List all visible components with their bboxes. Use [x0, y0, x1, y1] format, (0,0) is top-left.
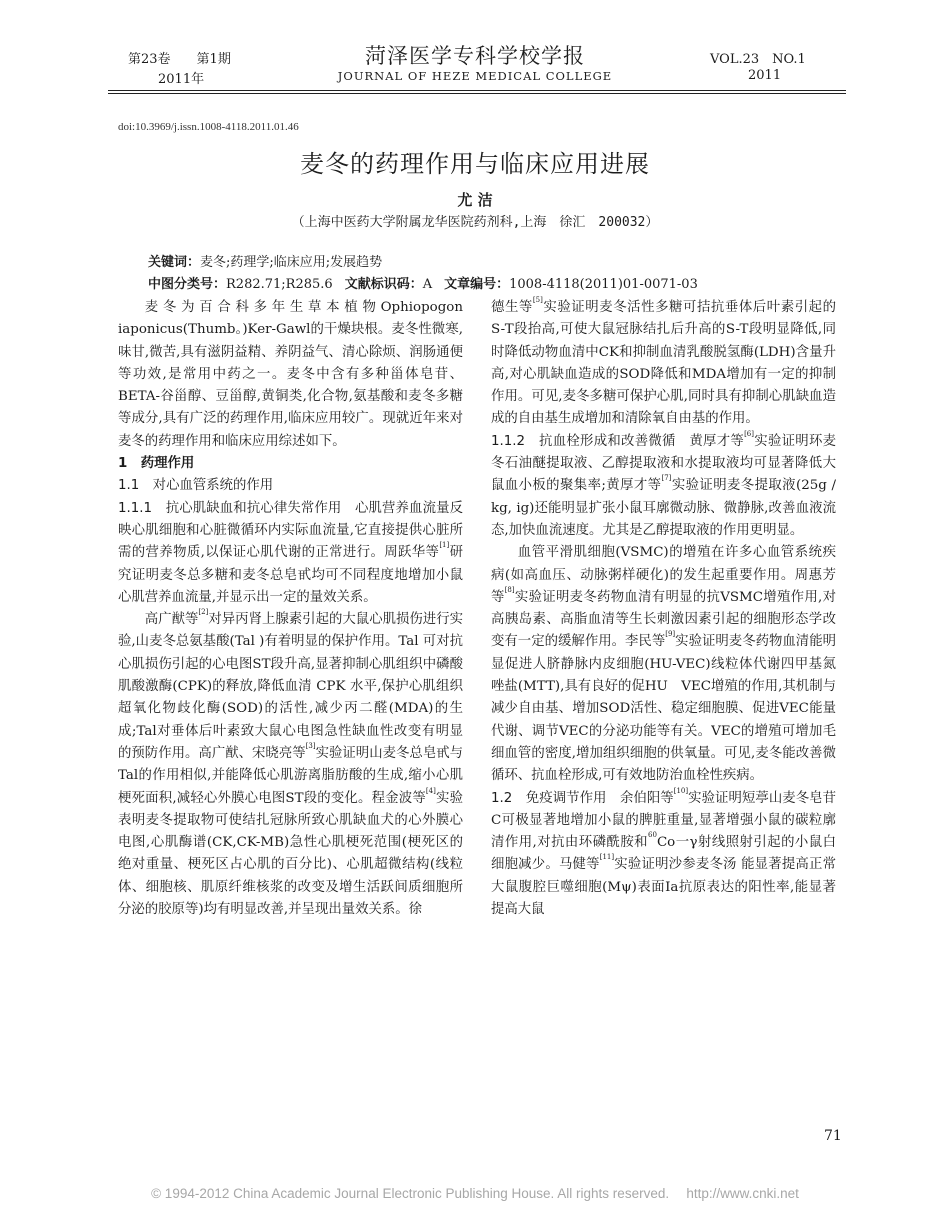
citation: [9]: [665, 630, 676, 639]
subsubsection-heading: 1.1.2 抗血栓形成和改善微循: [491, 433, 690, 449]
doi: doi:10.3969/j.issn.1008-4118.2011.01.46: [118, 121, 299, 133]
citation: [10]: [673, 786, 689, 795]
author: 尤 洁: [457, 191, 493, 209]
doc-code-label: 文献标识码：: [344, 277, 423, 292]
article-no-value: 1008-4118(2011)01-0071-03: [509, 277, 698, 292]
journal-title-en: JOURNAL OF HEZE MEDICAL COLLEGE: [337, 69, 613, 83]
article-no-label: 文章编号：: [444, 277, 510, 292]
volume-issue-en: VOL.23 NO.1: [710, 52, 806, 67]
keywords: [148, 251, 382, 270]
year-en: 2011: [748, 68, 782, 83]
subsection-heading: 1.2 免疫调节作用: [491, 790, 620, 806]
paragraph: 血管平滑肌细胞(VSMC)的增殖在许多心血管系统疾病(如高血压、动脉粥样硬化)的发生起重要作用。周惠芳等[8]实验证明麦冬药物血清有明显的抗VSMC增殖作用,对高胰岛素、高脂血清等生长刺激因素引起的细胞形态学改变有一定的缓解作用。李民等[9]实验证明麦冬药物血清能明显促进人脐静脉内皮细胞(HU-VEC)线粒体代谢四甲基氮唑盐(MTT),具有良好的促HU VEC增殖的作用,其机制与减少自由基、增加SOD活性、稳定细胞膜、促进VEC能量代谢、调节VEC的分泌功能等有关。VEC的增殖可增加毛细血管的密度,增加组织细胞的供氧量。可见,麦冬能改善微循环、抗血栓形成,可有效地防治血栓性疾病。: [491, 545, 837, 784]
paragraph: 1.1.2 抗血栓形成和改善微循 黄厚才等[6]实验证明环麦冬石油醚提取液、乙醇提取液和水提取液均可显著降低大鼠血小板的聚集率;黄厚才等[7]实验证明麦冬提取液(25g / kg, ig)还能明显扩张小鼠耳廓微动脉、微静脉,改善血液流态,加快血流速度。尤其是乙醇提取液的作用更明显。: [491, 429, 837, 538]
header-rule: [108, 90, 846, 91]
journal-title-cn: 菏泽医学专科学校学报: [365, 44, 585, 68]
copyright-footer: © 1994-2012 China Academic Journal Electronic Publishing House. All rights reserved. http://www.cnki.net: [151, 1186, 799, 1201]
citation: [8]: [504, 585, 515, 594]
paragraph: 1.1.1 抗心肌缺血和抗心律失常作用 心肌营养血流量反映心肌细胞和心脏微循环内实际血流量,它直接提供心脏所需的营养物质,以保证心肌代谢的正常进行。周跃华等[1]研究证明麦冬总多糖和麦冬总皂甙均可不同程度地增加小鼠心肌营养血流量,并显示出一定的量效关系。: [118, 500, 464, 605]
right-column: [491, 297, 836, 921]
isotope-superscript: 60: [648, 831, 657, 840]
section-heading: 1 药理作用: [118, 456, 195, 472]
citation: [7]: [661, 474, 672, 483]
clc-value: R282.71;R285.6: [226, 277, 333, 292]
affiliation: （上海中医药大学附属龙华医院药剂科,上海 徐汇 200032）: [291, 215, 659, 230]
subsection-heading: 1.1 对心血管系统的作用: [118, 478, 274, 494]
subsubsection-heading: 1.1.1 抗心肌缺血和抗心律失常作用: [118, 500, 355, 516]
paragraph: 高广猷等[2]对异丙肾上腺素引起的大鼠心肌损伤进行实验,山麦冬总氨基酸(Tal )有着明显的保护作用。Tal 可对抗心肌损伤引起的心电图ST段升高,显著抑制心肌组织中磷酸肌酸激酶(CPK)的释放,降低血清 CPK 水平,保护心肌组织超氧化物歧化酶(SOD)的活性,减少丙二醛(MDA)的生成;Tal对垂体后叶素致大鼠心电图急性缺血性改变有明显的预防作用。高广猷、宋晓亮等[3]实验证明山麦冬总皂甙与Tal的作用相似,并能降低心肌游离脂肪酸的生成,缩小心肌梗死面积,减轻心外膜心电图ST段的变化。程金波等[4]实验表明麦冬提取物可使结扎冠脉所致心肌缺血犬的心外膜心电图,心肌酶谱(CK,CK-MB)急性心肌梗死范围(梗死区的绝对重量、梗死区占心肌的百分比)、心肌超微结构(线粒体、细胞核、肌原纤维核浆的改变及增生活跃间质细胞所分泌的胶原等)均有明显改善,并呈现出量效关系。徐: [118, 608, 464, 918]
citation: [2]: [198, 608, 209, 617]
doc-code-value: A: [422, 277, 433, 292]
citation: [6]: [744, 429, 754, 438]
citation: [5]: [532, 296, 543, 304]
paragraph: 1.2 免疫调节作用 余伯阳等[10]实验证明短葶山麦冬皂苷C可极显著地增加小鼠的脾脏重量,显著增强小鼠的碳粒廓清作用,对抗由环磷酰胺和$^{60}$Co一γ射线照射引起的小鼠白细胞减少。马健等[11]实验证明沙参麦冬汤 能显著提高正常大鼠腹腔巨噬细胞(Mψ)表面Ia抗原表达的阳性率,能显著提高大鼠: [491, 786, 837, 918]
left-column: [118, 297, 463, 921]
paragraph: 德生等[5]实验证明麦冬活性多糖可拮抗垂体后叶素引起的S-T段抬高,可使大鼠冠脉结扎后升高的S-T段明显降低,同时降低动物血清中CK和抑制血清乳酸脱氢酶(LDH)含量升高,对心肌缺血造成的SOD降低和MDA增加有一定的抑制作用。可见,麦冬多糖可保护心肌,同时具有抑制心肌缺血造成的自由基生成增加和清除氧自由基的作用。: [491, 296, 837, 427]
intro-paragraph: 麦冬为百合科多年生草本植物Ophiopogon iaponicus(Thumb。)Ker-Gawl的干燥块根。麦冬性微寒,味甘,微苦,具有滋阴益精、养阴益气、清心除烦、润肠通便等功效,是常用中药之一。麦冬中含有多种甾体皂苷、BETA-谷甾醇、豆甾醇,黄铜类,化合物,氨基酸和麦冬多糖等成分,具有广泛的药理作用,临床应用较广。现就近年来对麦冬的药理作用和临床应用综述如下。: [118, 300, 463, 449]
clc-label: 中图分类号：: [148, 277, 227, 292]
page-number: 71: [824, 1128, 842, 1144]
citation: [1]: [439, 541, 450, 550]
article-title: 麦冬的药理作用与临床应用进展: [300, 150, 650, 178]
citation: [3]: [305, 741, 316, 750]
keywords-value: 麦冬;药理学;临床应用;发展趋势: [200, 255, 383, 270]
header-rule: [108, 93, 846, 94]
classification-line: [148, 273, 698, 292]
year-cn: 2011年: [158, 72, 205, 87]
keywords-label: 关键词：: [148, 255, 201, 270]
running-header: [0, 0, 950, 96]
volume-issue-cn: 第23卷 第1期: [128, 52, 231, 67]
citation: [11]: [599, 853, 615, 862]
citation: [4]: [425, 786, 436, 795]
